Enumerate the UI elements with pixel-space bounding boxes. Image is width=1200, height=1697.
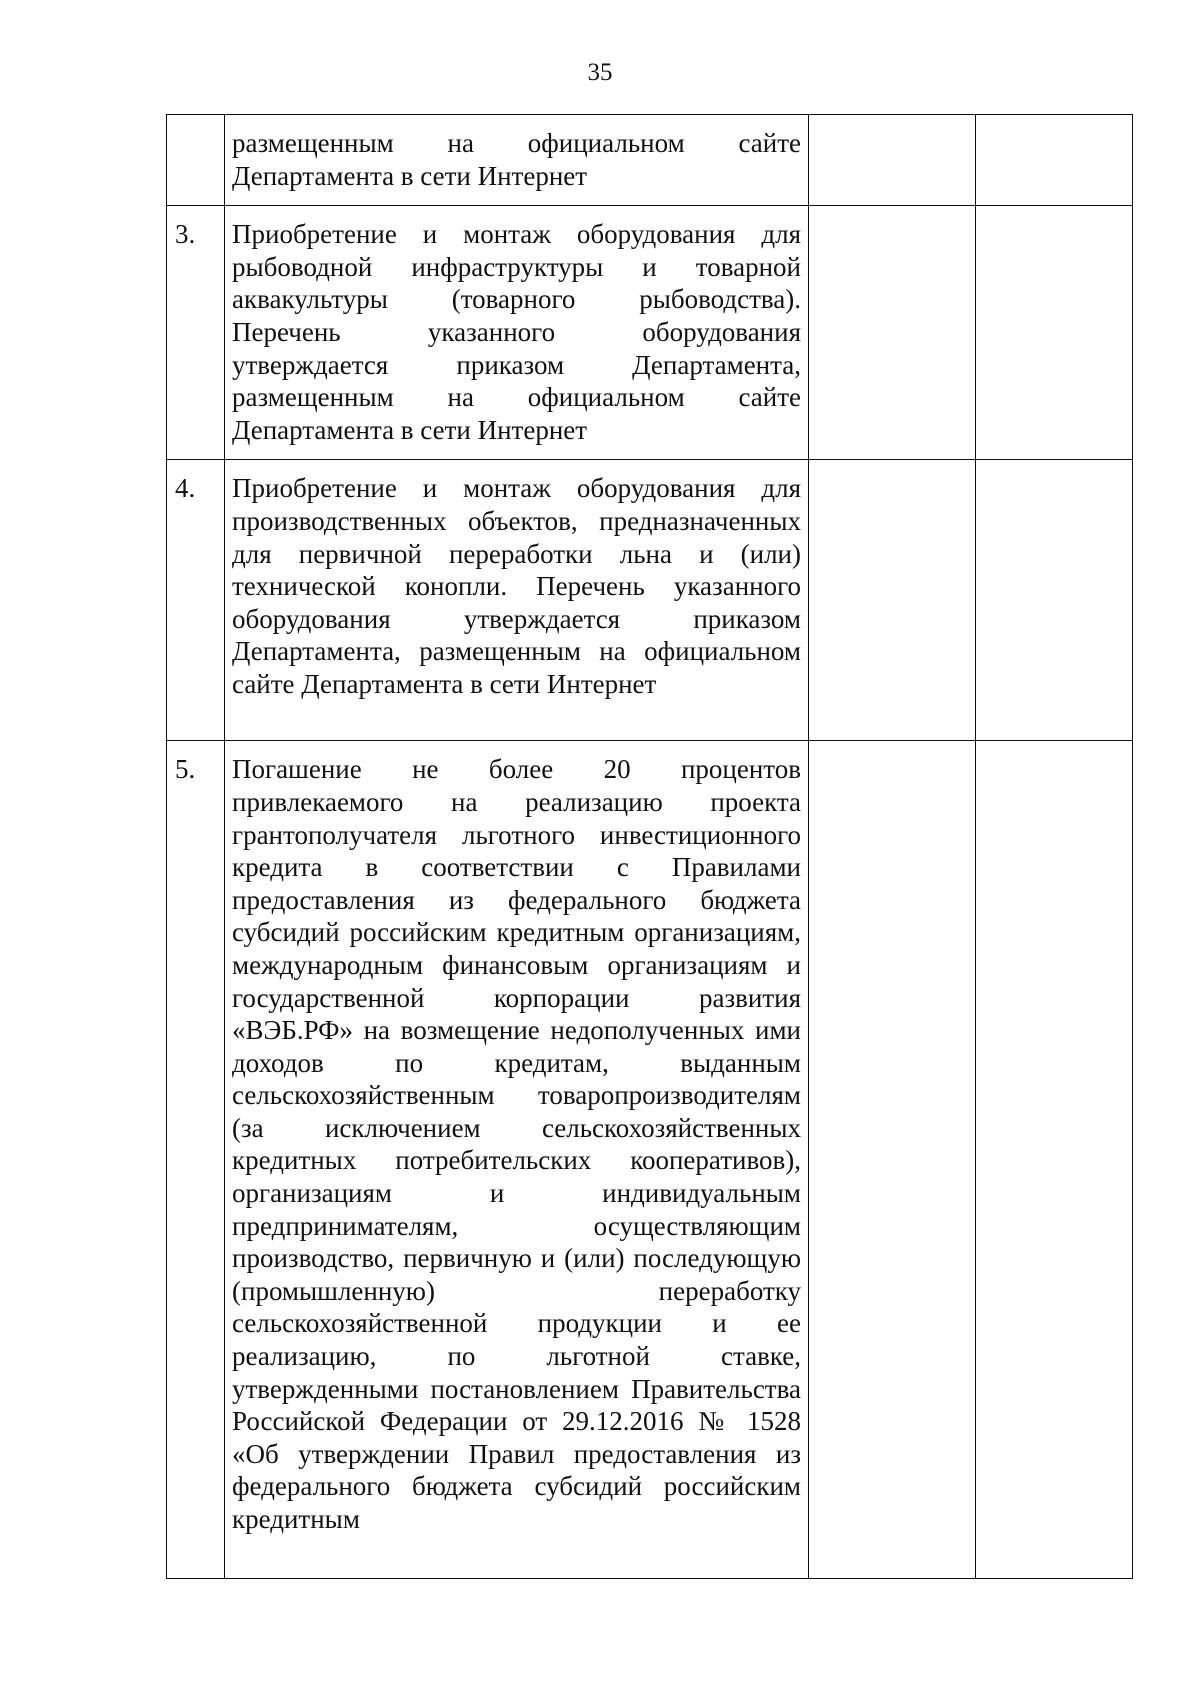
row-number-cell: 3. (167, 206, 225, 460)
row-empty-cell (976, 115, 1133, 206)
row-description-cell: Погашение не более 20 процентов привлекаемого на реализацию проекта грантополучателя льготного инвестиционного кредита в соответствии с Правилами предоставления из федерального бюджета субсидий российским кредитным организациям, международным финансовым организациям и государственной корпорации развития «ВЭБ.РФ» на возмещение недополученных ими доходов по кредитам, выданным сельскохозяйственным товаропроизводителям (за исключением сельскохозяйственных кредитных потребительских кооперативов), организациям и индивидуальным предпринимателям, осуществляющим производство, первичную и (или) последующую (промышленную) переработку сельскохозяйственной продукции и ее реализацию, по льготной ставке, утвержденными постановлением Правительства Российской Федерации от 29.12.2016 № 1528 «Об утверждении Правил предоставления из федерального бюджета субсидий российским кредитным (225, 741, 809, 1579)
row-empty-cell (809, 206, 976, 460)
row-description-cell: Приобретение и монтаж оборудования для рыбоводной инфраструктуры и товарной аквакультуры (товарного рыбоводства). Перечень указанного оборудования утверждается приказом Департамента, размещенным на официальном сайте Департамента в сети Интернет (225, 206, 809, 460)
table-row (167, 115, 1133, 206)
row-number-cell: 5. (167, 741, 225, 1579)
row-number-cell: 4. (167, 460, 225, 741)
row-empty-cell (809, 460, 976, 741)
row-empty-cell (809, 741, 976, 1579)
row-empty-cell (976, 741, 1133, 1579)
table-row (167, 741, 1133, 1579)
table-row (167, 206, 1133, 460)
row-empty-cell (976, 460, 1133, 741)
requirements-table (166, 114, 1133, 1579)
row-description-cell: размещенным на официальном сайте Департамента в сети Интернет (225, 115, 809, 206)
row-empty-cell (976, 206, 1133, 460)
row-empty-cell (809, 115, 976, 206)
row-number-cell (167, 115, 225, 206)
page-number: 35 (587, 59, 613, 86)
table-row (167, 460, 1133, 741)
row-description-cell: Приобретение и монтаж оборудования для производственных объектов, предназначенных для первичной переработки льна и (или) технической конопли. Перечень указанного оборудования утверждается приказом Департамента, размещенным на официальном сайте Департамента в сети Интернет (225, 460, 809, 741)
